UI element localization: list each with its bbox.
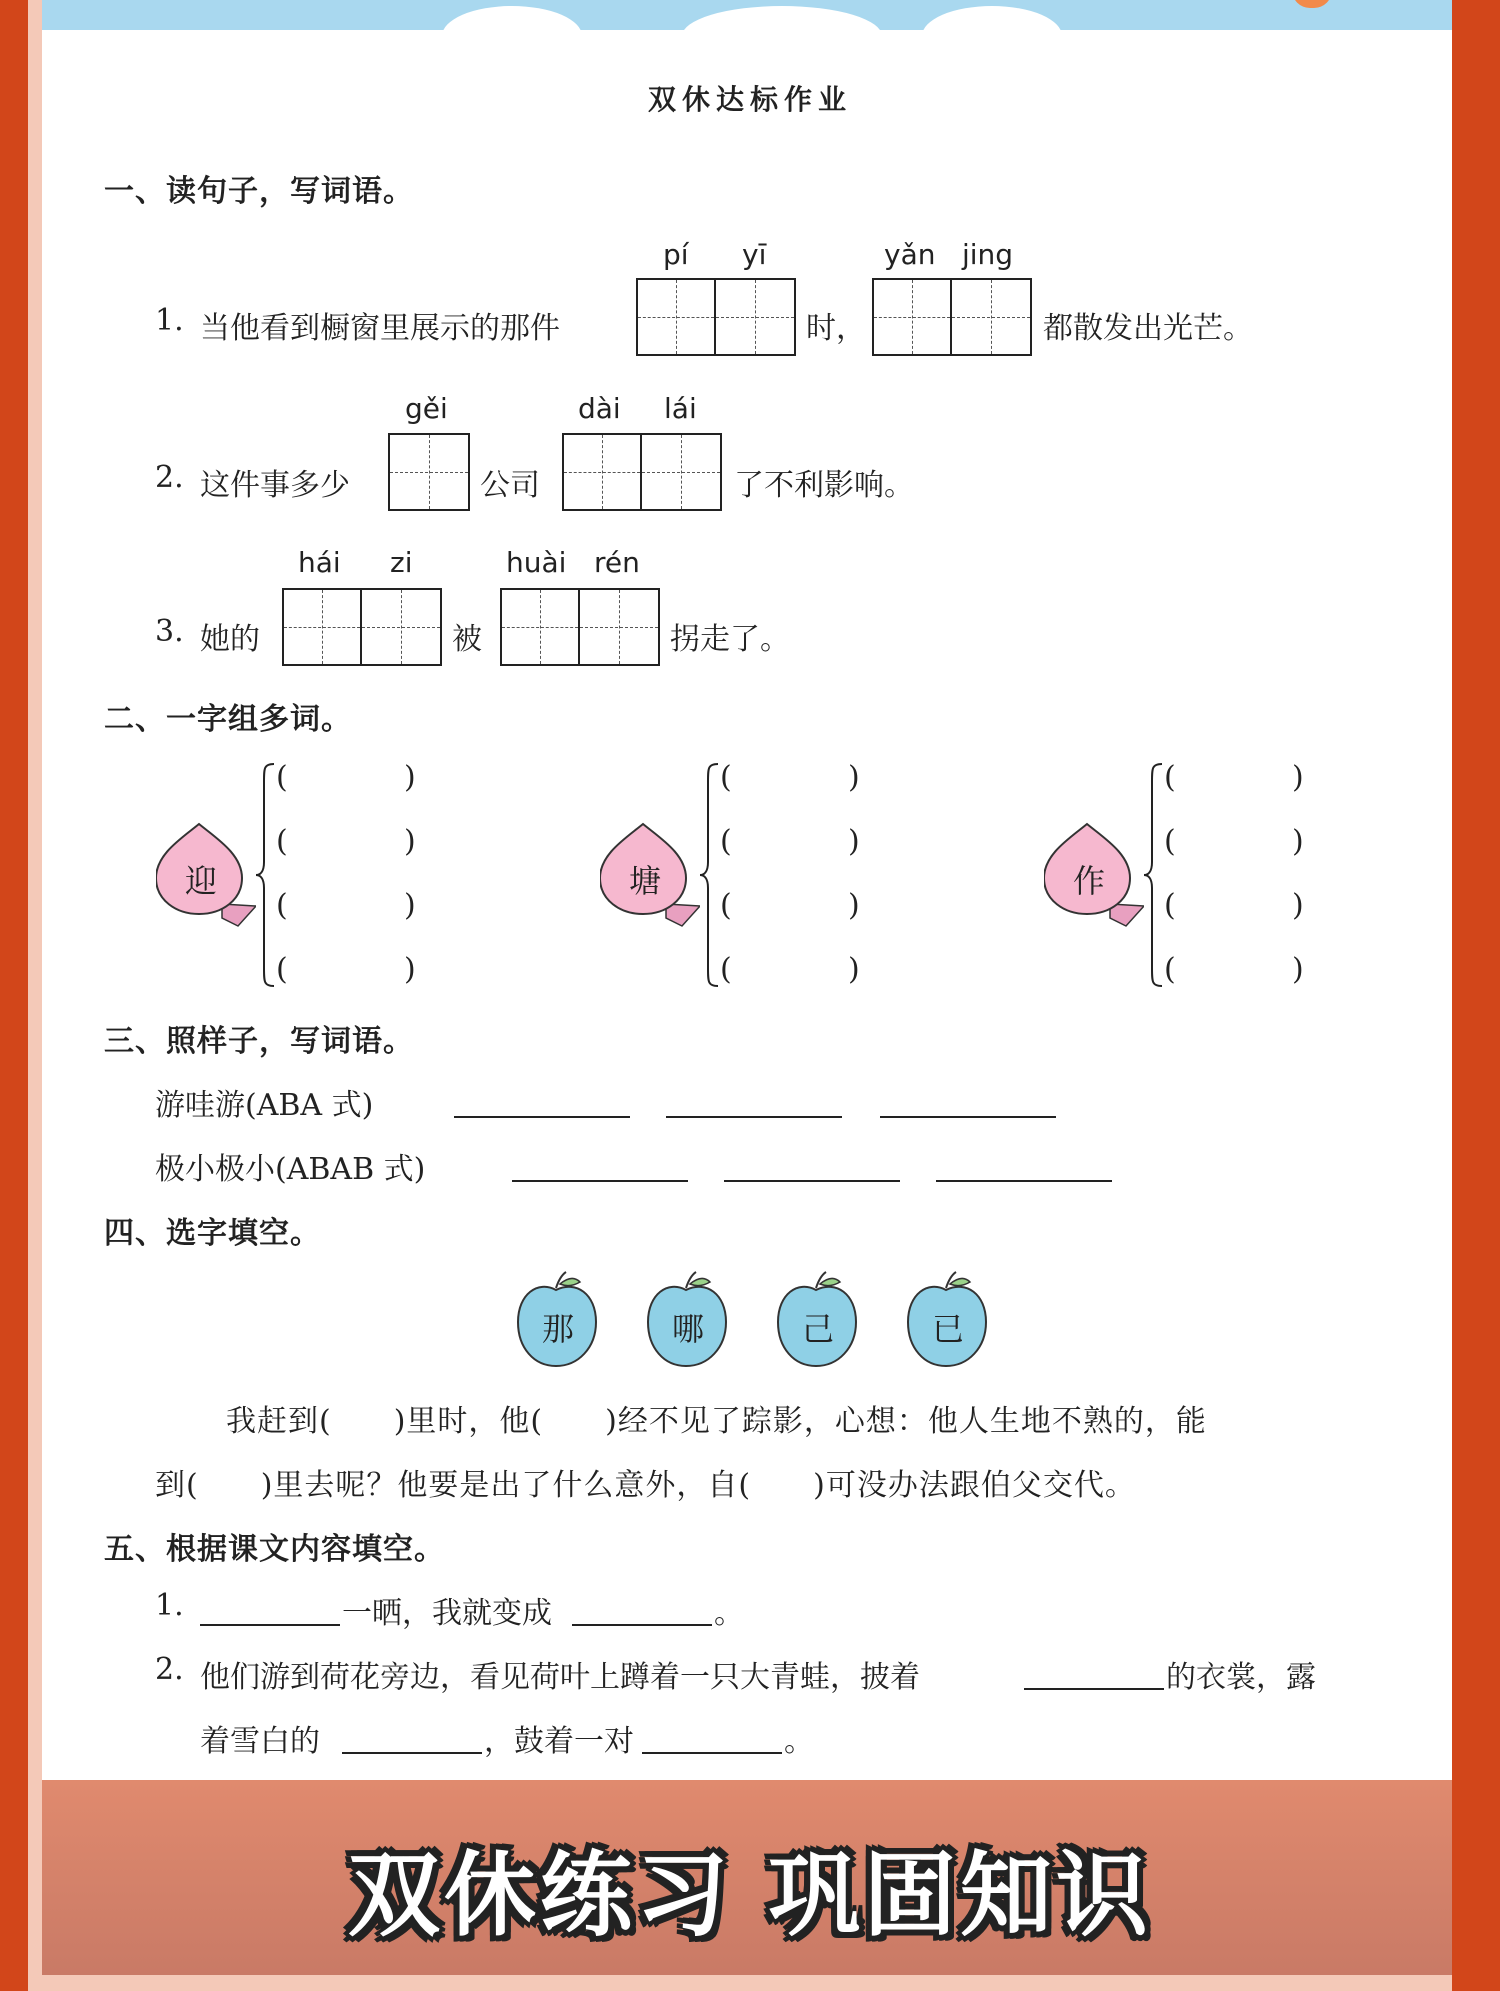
apple-character: 那 bbox=[541, 1310, 574, 1348]
paren-close: ) bbox=[404, 824, 416, 859]
paren-open: ( bbox=[720, 952, 732, 987]
pinyin: rén bbox=[594, 546, 640, 579]
sentence-text: 当他看到橱窗里展示的那件 bbox=[200, 311, 560, 346]
pinyin: jing bbox=[962, 238, 1014, 271]
paren-open: ( bbox=[1164, 952, 1176, 987]
brace-icon bbox=[254, 762, 276, 988]
sky-decoration bbox=[42, 0, 1452, 30]
sentence-text: 被 bbox=[452, 622, 482, 657]
paren-close: ) bbox=[1292, 760, 1304, 795]
answer-blank[interactable] bbox=[1024, 1688, 1164, 1690]
paren-open: ( bbox=[276, 888, 288, 923]
answer-grid[interactable] bbox=[872, 278, 1032, 356]
section-1-heading: 一、读句子，写词语。 bbox=[104, 174, 414, 209]
answer-blank[interactable] bbox=[572, 1624, 712, 1626]
example-text: 游哇游(ABA 式) bbox=[155, 1088, 374, 1123]
section-3-heading: 三、照样子，写词语。 bbox=[104, 1024, 414, 1059]
question-number: 2. bbox=[155, 1652, 184, 1687]
pinyin: huài bbox=[506, 546, 567, 579]
answer-grid[interactable] bbox=[636, 278, 796, 356]
sentence-text: 了不利影响。 bbox=[734, 468, 914, 503]
cloud-decoration bbox=[922, 6, 1062, 30]
paren-close: ) bbox=[404, 760, 416, 795]
paren-close: ) bbox=[1292, 888, 1304, 923]
paren-close: ) bbox=[404, 888, 416, 923]
question-number: 1. bbox=[155, 303, 184, 338]
answer-blank[interactable] bbox=[454, 1116, 630, 1118]
pinyin: yǎn bbox=[884, 238, 936, 271]
cloud-decoration bbox=[682, 6, 882, 30]
pinyin: hái bbox=[298, 546, 341, 579]
pinyin: yī bbox=[742, 238, 767, 271]
apple-character: 已 bbox=[931, 1310, 964, 1348]
group-character: 塘 bbox=[628, 862, 661, 900]
pinyin: dài bbox=[578, 392, 621, 425]
section-4-heading: 四、选字填空。 bbox=[104, 1216, 321, 1251]
sentence-text: 这件事多少 bbox=[200, 468, 350, 503]
sentence-text: 。 bbox=[714, 1596, 744, 1631]
sentence-text: 拐走了。 bbox=[670, 622, 790, 657]
example-text: 极小极小(ABAB 式) bbox=[155, 1152, 426, 1187]
paren-close: ) bbox=[848, 824, 860, 859]
cloud-decoration bbox=[442, 6, 582, 30]
paren-open: ( bbox=[276, 952, 288, 987]
answer-blank[interactable] bbox=[880, 1116, 1056, 1118]
question-number: 3. bbox=[155, 614, 184, 649]
question-number: 2. bbox=[155, 460, 184, 495]
sentence-text: 都散发出光芒。 bbox=[1043, 311, 1253, 346]
answer-blank[interactable] bbox=[666, 1116, 842, 1118]
paren-open: ( bbox=[720, 824, 732, 859]
brace-icon bbox=[698, 762, 720, 988]
section-2-heading: 二、一字组多词。 bbox=[104, 702, 352, 737]
pinyin: pí bbox=[663, 238, 689, 271]
sentence-text: 。 bbox=[784, 1724, 814, 1759]
paren-close: ) bbox=[1292, 952, 1304, 987]
pinyin: zi bbox=[390, 546, 413, 579]
paren-open: ( bbox=[276, 760, 288, 795]
answer-grid[interactable] bbox=[282, 588, 442, 666]
paragraph-line: 到( )里去呢？他要是出了什么意外，自( )可没办法跟伯父交代。 bbox=[155, 1468, 1136, 1503]
brace-icon bbox=[1142, 762, 1164, 988]
sentence-text: 她的 bbox=[200, 622, 260, 657]
group-character: 作 bbox=[1072, 862, 1105, 900]
answer-blank[interactable] bbox=[642, 1752, 782, 1754]
paren-open: ( bbox=[720, 760, 732, 795]
paren-open: ( bbox=[1164, 760, 1176, 795]
question-number: 1. bbox=[155, 1588, 184, 1623]
section-5-heading: 五、根据课文内容填空。 bbox=[104, 1532, 445, 1567]
sentence-text: 一晒，我就变成 bbox=[342, 1596, 552, 1631]
sentence-text: ，鼓着一对 bbox=[484, 1724, 634, 1759]
sun-icon bbox=[1292, 0, 1332, 8]
paren-close: ) bbox=[404, 952, 416, 987]
apple-character: 己 bbox=[801, 1310, 834, 1348]
answer-grid[interactable] bbox=[562, 433, 722, 511]
answer-blank[interactable] bbox=[512, 1180, 688, 1182]
paren-close: ) bbox=[848, 888, 860, 923]
answer-blank[interactable] bbox=[200, 1624, 340, 1626]
pinyin: lái bbox=[664, 392, 697, 425]
paren-close: ) bbox=[848, 760, 860, 795]
answer-blank[interactable] bbox=[342, 1752, 482, 1754]
paren-close: ) bbox=[1292, 824, 1304, 859]
apple-character: 哪 bbox=[671, 1310, 704, 1348]
sentence-text: 着雪白的 bbox=[200, 1724, 320, 1759]
answer-blank[interactable] bbox=[936, 1180, 1112, 1182]
page-title: 双休达标作业 bbox=[647, 83, 852, 116]
banner-text: 双休练习 巩固知识 bbox=[347, 1842, 1153, 1949]
pinyin: gěi bbox=[405, 392, 448, 425]
answer-grid[interactable] bbox=[388, 433, 470, 511]
sentence-text: 的衣裳，露 bbox=[1166, 1660, 1316, 1695]
answer-grid[interactable] bbox=[500, 588, 660, 666]
paren-open: ( bbox=[1164, 888, 1176, 923]
paren-open: ( bbox=[276, 824, 288, 859]
paren-open: ( bbox=[1164, 824, 1176, 859]
group-character: 迎 bbox=[184, 862, 217, 900]
sentence-text: 公司 bbox=[480, 468, 540, 503]
paren-open: ( bbox=[720, 888, 732, 923]
paren-close: ) bbox=[848, 952, 860, 987]
answer-blank[interactable] bbox=[724, 1180, 900, 1182]
sentence-text: 时， bbox=[806, 311, 866, 346]
sentence-text: 他们游到荷花旁边，看见荷叶上蹲着一只大青蛙，披着 bbox=[200, 1660, 920, 1695]
paragraph-line: 我赶到( )里时，他( )经不见了踪影，心想：他人生地不熟的，能 bbox=[226, 1404, 1207, 1439]
